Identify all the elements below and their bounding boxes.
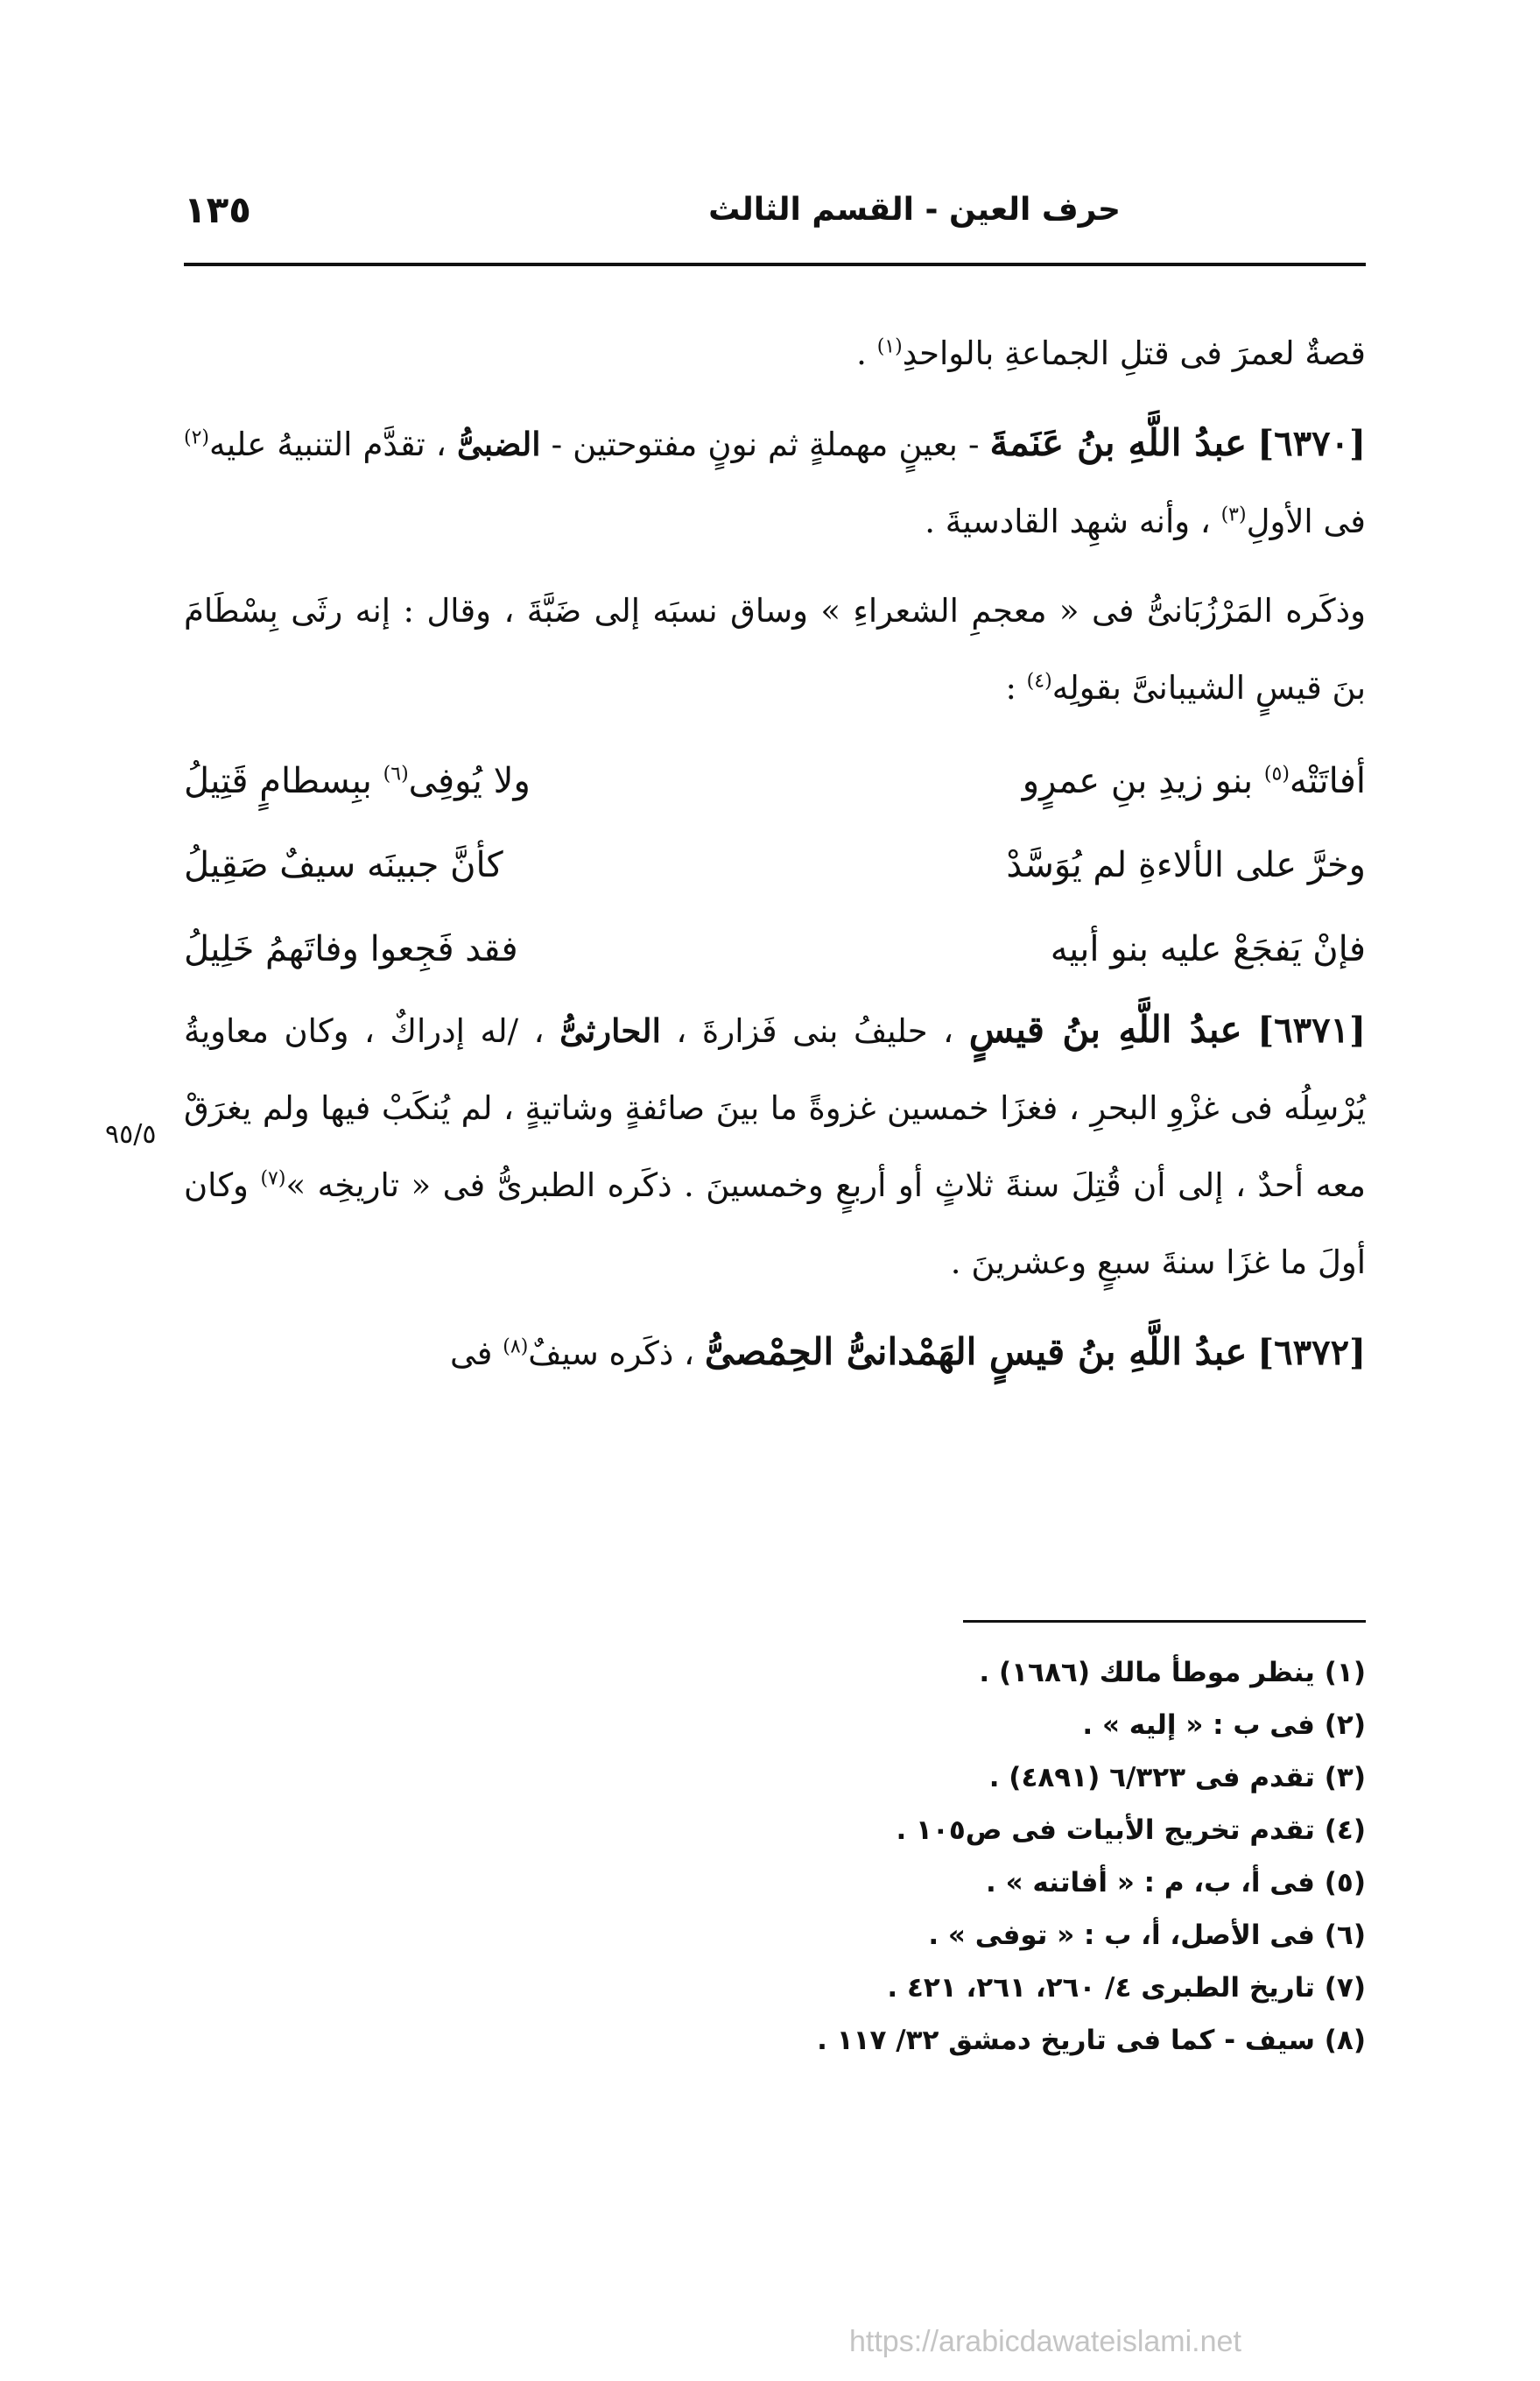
entry-text: ، وأنه شهِد القادسيةَ .: [925, 503, 1221, 540]
entry-text: فى: [449, 1335, 503, 1372]
page-header: [184, 188, 1366, 241]
entry-text: فى الأولِ: [1246, 503, 1366, 540]
entry-nisba: الضبىُّ: [456, 425, 541, 463]
verse-text: ولا يُوفِى: [408, 761, 531, 801]
footnote-marker: (٢): [184, 426, 210, 449]
poem: [184, 739, 1366, 991]
footnote-divider: [963, 1620, 1366, 1623]
second-hemistich: كأنَّ جبينَه سيفٌ صَقِيلُ: [184, 845, 503, 885]
entry-number: [٦٣٧٢]: [1257, 1332, 1366, 1373]
footnotes: [184, 1646, 1366, 2067]
entry-text: ، حليفُ بنى فَزارةَ ،: [660, 1012, 969, 1050]
verse-text: بنو زيدِ بنِ عمرٍو: [1022, 761, 1264, 801]
entry-name: عبدُ اللَّهِ بنُ قيسٍ: [968, 1008, 1242, 1051]
paragraph-end: :: [1005, 669, 1027, 707]
footnote-2: (٢) فى ب : « إليه » .: [1082, 1709, 1366, 1741]
footnote-marker: (٧): [260, 1167, 286, 1190]
running-title: حرف العين - القسم الثالث: [708, 192, 1121, 228]
footnote-marker: (٤): [1026, 670, 1052, 693]
footnote-7: (٧) تاريخ الطبرى ٤/ ٢٦٠، ٢٦١، ٤٢١ .: [887, 1972, 1366, 2004]
paragraph-continuation: [184, 315, 1366, 392]
paragraph-text: وذكَره المَرْزُبَانىُّ فى « معجمِ الشعراءِ » وساق نسبَه إلى ضَبَّةَ ، وقال : إنه رثَى بِسْطَامَ بنَ قيسٍ الشيبانىَّ بقولِه: [184, 592, 1366, 707]
verse-text: ببِسطامٍ قَتِيلُ: [184, 761, 383, 801]
footnote-marker: (١): [876, 335, 903, 358]
entry-number: [٦٣٧٠]: [1257, 423, 1366, 464]
entry-name: عبدُ اللَّهِ بنُ قيسٍ الهَمْدانىُّ الحِمْصىُّ: [704, 1330, 1248, 1373]
footnote-6: (٦) فى الأصل، أ، ب : « توفى » .: [928, 1920, 1366, 1951]
paragraph-mention: [184, 573, 1366, 727]
paragraph-text: قصةٌ لعمرَ فى قتلِ الجماعةِ بالواحدِ: [902, 335, 1366, 372]
first-hemistich: فإنْ يَفجَعْ عليه بنو أبيه: [1050, 929, 1366, 969]
main-text: [184, 315, 1366, 1405]
entry-text: - بعينٍ مهملةٍ ثم نونٍ مفتوحتين -: [540, 426, 990, 463]
page-number: ١٣٥: [184, 188, 251, 231]
entry-text: ، تقدَّم التنبيهُ عليه: [209, 426, 457, 463]
first-hemistich: وخرَّ على الألاءةِ لم يُوَسَّدْ: [1006, 845, 1366, 885]
entry-6371: [184, 991, 1366, 1301]
verse-line: [184, 739, 1366, 823]
entry-name: عبدُ اللَّهِ بنُ عَنَمةَ: [989, 421, 1248, 464]
entry-text: ، ذكَره سيفٌ: [528, 1335, 705, 1372]
entry-text: ، /له إدراكٌ ، وكان معاويةُ يُرْسِلُه فى غزْوِ البحرِ ، فغزَا خمسين غزوةً ما بينَ صائفةٍ وشاتيةٍ ، لم يُنكَبْ فيها ولم يغرَقْ معه أحدٌ ، إلى أن قُتِلَ سنةَ ثلاثٍ أو أربعٍ وخمسينَ . ذكَره الطبرىُّ فى « تاريخِه »: [184, 1012, 1366, 1204]
verse-line: [184, 823, 1366, 907]
entry-text: وكان أولَ ما غزَا سنةَ سبعٍ وعشرينَ .: [184, 1166, 1366, 1281]
entry-6372: [184, 1314, 1366, 1392]
footnote-marker: (٨): [503, 1335, 529, 1358]
footnote-4: (٤) تقدم تخريج الأبيات فى ص١٠٥ .: [896, 1814, 1366, 1846]
footnote-1: (١) ينظر موطأ مالك (١٦٨٦) .: [979, 1657, 1366, 1688]
second-hemistich: فقد فَجِعوا وفاتَهمُ خَلِيلُ: [184, 929, 518, 969]
footnote-5: (٥) فى أ، ب، م : « أفاتنه » .: [986, 1867, 1366, 1898]
verse-text: أفاتَتْه: [1289, 761, 1366, 801]
entry-6370: [184, 405, 1366, 560]
verse-line: [184, 907, 1366, 991]
header-divider: [184, 263, 1366, 266]
margin-page-reference: ٩٥/٥: [105, 1119, 157, 1150]
footnote-3: (٣) تقدم فى ٦/٣٢٣ (٤٨٩١) .: [988, 1762, 1366, 1793]
second-hemistich: [184, 739, 531, 823]
footnote-marker: (٦): [383, 763, 409, 785]
footnote-8: (٨) سيف - كما فى تاريخ دمشق ٣٢/ ١١٧ .: [817, 2025, 1366, 2056]
first-hemistich: [1023, 739, 1366, 823]
watermark-url: https://arabicdawateislami.net: [849, 2325, 1241, 2358]
entry-number: [٦٣٧١]: [1257, 1010, 1366, 1051]
footnote-marker: (٥): [1263, 763, 1290, 785]
footnote-marker: (٣): [1220, 504, 1247, 526]
paragraph-end: .: [856, 335, 877, 372]
entry-nisba: الحارثىُّ: [559, 1011, 661, 1050]
